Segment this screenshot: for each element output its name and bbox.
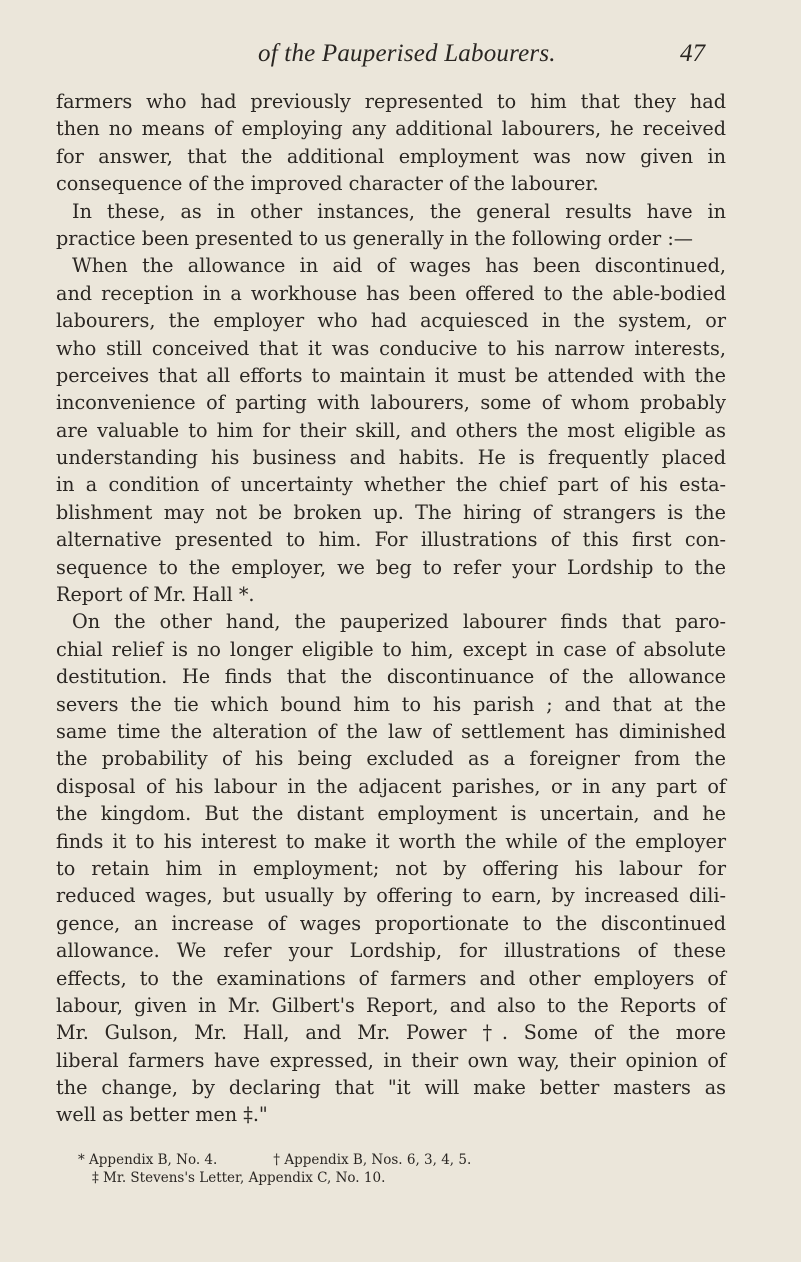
text-line: gence, an increase of wages proportionate to the discontinued (56, 911, 726, 935)
text-line: inconvenience of parting with labourers, some of whom probably (56, 391, 726, 415)
text-line: labourers, the employer who had acquiesced in the system, or (56, 309, 726, 333)
text-line: and reception in a workhouse has been offered to the able-bodied (56, 281, 726, 305)
text-line: effects, to the examinations of farmers and other employers of (56, 966, 726, 990)
text-line: the kingdom. But the distant employment is uncertain, and he (56, 802, 726, 826)
footnotes (78, 1151, 708, 1187)
text-line: reduced wages, but usually by offering to earn, by increased dili- (56, 884, 726, 908)
text-line: Mr. Gulson, Mr. Hall, and Mr. Power †. Some of the more (56, 1021, 726, 1045)
text-line: labour, given in Mr. Gilbert's Report, and also to the Reports of (56, 993, 726, 1017)
page-number: 47 (680, 40, 705, 67)
running-title: of the Pauperised Labourers. (258, 40, 556, 67)
text-line: disposal of his labour in the adjacent parishes, or in any part of (56, 774, 726, 798)
text-line: who still conceived that it was conducive to his narrow interests, (56, 336, 726, 360)
footnote-dagger: † Appendix B, Nos. 6, 3, 4, 5. (273, 1152, 472, 1168)
text-line: the change, by declaring that "it will make better masters as (56, 1076, 726, 1100)
text-line: to retain him in employment; not by offering his labour for (56, 856, 726, 880)
text-line: On the other hand, the pauperized labourer finds that paro- (72, 610, 726, 634)
text-line: severs the tie which bound him to his parish ; and that at the (56, 692, 726, 716)
text-line: farmers who had previously represented to him that they had (56, 90, 726, 113)
text-line: Report of Mr. Hall *. (56, 583, 255, 607)
text-line: perceives that all efforts to maintain it must be attended with the (56, 363, 726, 387)
text-line: are valuable to him for their skill, and others the most eligible as (56, 418, 726, 442)
text-line: finds it to his interest to make it worth the while of the employer (56, 829, 726, 853)
footnote-star: * Appendix B, No. 4. (78, 1152, 218, 1168)
text-line: practice been presented to us generally in the following order :— (56, 226, 693, 250)
text-line: consequence of the improved character of the labourer. (56, 172, 599, 196)
footnote-row (78, 1151, 708, 1169)
text-line: understanding his business and habits. He is frequently placed (56, 446, 726, 470)
footnote-double-dagger: ‡ Mr. Stevens's Letter, Appendix C, No. 10. (92, 1170, 386, 1186)
text-line: the probability of his being excluded as a foreigner from the (56, 747, 726, 771)
text-line: When the allowance in aid of wages has been discontinued, (72, 254, 726, 278)
text-line: sequence to the employer, we beg to refer your Lordship to the (56, 555, 726, 579)
text-line: then no means of employing any additional labourers, he received (56, 117, 726, 141)
footnote-row (78, 1169, 708, 1187)
text-line: blishment may not be broken up. The hiring of strangers is the (56, 500, 726, 524)
text-line: for answer, that the additional employment was now given in (56, 144, 726, 168)
text-line: in a condition of uncertainty whether the chief part of his esta- (56, 473, 726, 497)
text-line: In these, as in other instances, the general results have in (72, 199, 726, 223)
body-text (56, 88, 726, 1129)
text-line: allowance. We refer your Lordship, for illustrations of these (56, 939, 726, 963)
text-line: chial relief is no longer eligible to him, except in case of absolute (56, 637, 726, 661)
text-line: destitution. He finds that the discontinuance of the allowance (56, 665, 726, 689)
text-line: well as better men ‡." (56, 1103, 268, 1127)
text-line: alternative presented to him. For illustrations of this first con- (56, 528, 726, 552)
text-line: liberal farmers have expressed, in their own way, their opinion of (56, 1048, 726, 1072)
running-head (0, 40, 801, 70)
text-line: same time the alteration of the law of settlement has diminished (56, 719, 726, 743)
